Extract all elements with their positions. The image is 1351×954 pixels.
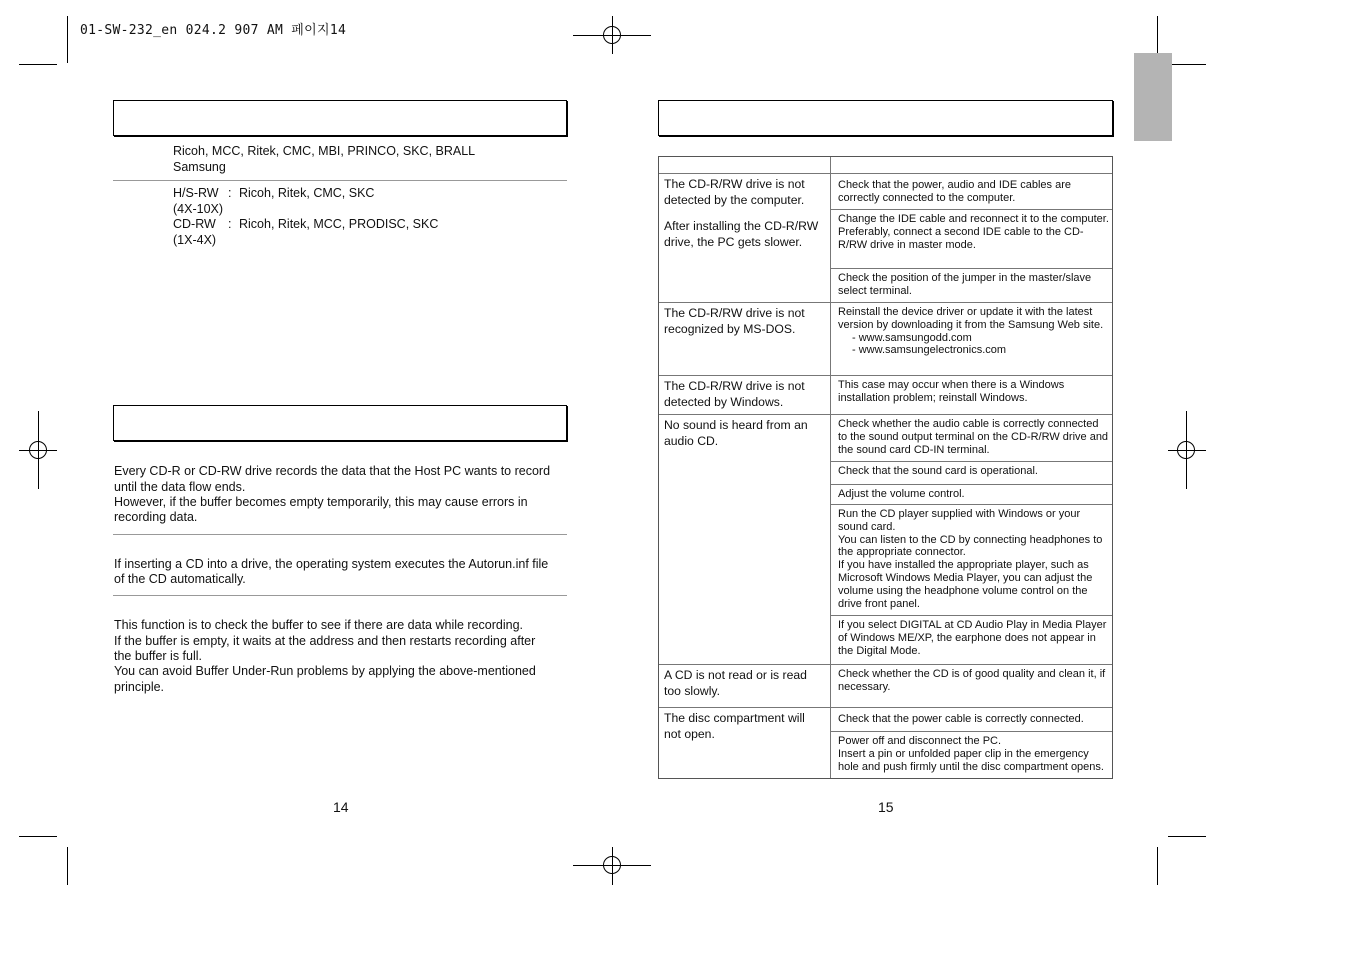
- hsrw-label: H/S-RW: [173, 186, 219, 200]
- troubleshooting-table: [658, 156, 1113, 779]
- solution-cell: [831, 665, 1113, 708]
- problem-cell: [659, 174, 831, 303]
- problem-cell: [659, 303, 831, 376]
- solution-text: Reinstall the device driver or update it with the latest version by downloading it from the Samsung Web site.: [838, 306, 1104, 331]
- cdrw-separator: :: [228, 217, 232, 231]
- burnproof-para-line5: principle.: [114, 680, 165, 694]
- solution-text: Check that the power cable is correctly connected.: [838, 713, 1084, 725]
- table-header-row: [659, 157, 1113, 174]
- autorun-para-line1: If inserting a CD into a drive, the operating system executes the Autorun.inf file: [114, 557, 549, 571]
- solution-text: Run the CD player supplied with Windows or your sound card.: [838, 508, 1081, 533]
- buffer-para-line3: However, if the buffer becomes empty temporarily, this may cause errors in: [114, 495, 528, 509]
- solution-text: Check the position of the jumper in the master/slave select terminal.: [838, 272, 1092, 297]
- solution-text: Insert a pin or unfolded paper clip in the emergency hole and push firmly until the disc compartment opens.: [838, 747, 1104, 773]
- problem-text: After installing the CD-R/RW drive, the PC gets slower.: [664, 219, 819, 249]
- cdrw-speed: (1X-4X): [173, 233, 217, 247]
- hsrw-separator: :: [228, 186, 232, 200]
- problem-cell: [659, 708, 831, 779]
- cdrw-label: CD-RW: [173, 217, 216, 231]
- solution-cell: [831, 269, 1113, 303]
- solution-text: Check whether the CD is of good quality and clean it, if necessary.: [838, 668, 1106, 693]
- problem-text: The disc compartment will not open.: [664, 711, 805, 741]
- solution-text: Change the IDE cable and reconnect it to the computer.: [838, 213, 1109, 225]
- solution-cell: [831, 616, 1113, 665]
- solution-cell: [831, 708, 1113, 732]
- table-row: [659, 174, 1113, 210]
- buffer-para-line2: until the data flow ends.: [114, 480, 246, 494]
- burnproof-para-line4: You can avoid Buffer Under-Run problems by applying the above-mentioned: [114, 664, 536, 678]
- solution-text: Adjust the volume control.: [838, 488, 965, 500]
- problem-cell: [659, 665, 831, 708]
- header-cell-problem: [659, 157, 831, 174]
- divider: [113, 595, 567, 596]
- solution-text: Power off and disconnect the PC.: [838, 735, 1002, 747]
- solution-text: Preferably, connect a second IDE cable to the CD-R/RW drive in master mode.: [838, 225, 1084, 251]
- solution-cell: [831, 732, 1113, 779]
- problem-text: The CD-R/RW drive is not detected by the computer.: [664, 177, 805, 207]
- solution-cell: [831, 462, 1113, 485]
- cd-r-media-line1: Ricoh, MCC, Ritek, CMC, MBI, PRINCO, SKC, BRALL: [173, 144, 476, 158]
- buffer-para-line4: recording data.: [114, 510, 198, 524]
- solution-cell: [831, 174, 1113, 210]
- solution-cell: [831, 505, 1113, 616]
- solution-text: If you select DIGITAL at CD Audio Play in Media Player of Windows ME/XP, the earphone does not appear in the Digital Mode.: [838, 619, 1107, 657]
- burnproof-para-line3: the buffer is full.: [114, 649, 203, 663]
- problem-text: The CD-R/RW drive is not detected by Windows.: [664, 379, 805, 409]
- section-title-box-media: [113, 100, 567, 136]
- problem-text: No sound is heard from an audio CD.: [664, 418, 808, 448]
- solution-text: If you have installed the appropriate player, such as Microsoft Windows Media Player, you can adjust the volume using the headphone volume control on the drive front panel.: [838, 559, 1093, 610]
- table-row: [659, 415, 1113, 462]
- section-title-box-troubleshooting: [658, 100, 1113, 136]
- header-cell-solution: [831, 157, 1113, 174]
- solution-cell: [831, 210, 1113, 269]
- solution-text: Check whether the audio cable is correctly connected to the sound output terminal on the CD-R/RW drive and the sound card CD-IN terminal.: [838, 418, 1109, 456]
- solution-cell: [831, 376, 1113, 415]
- problem-cell: [659, 376, 831, 415]
- problem-text: The CD-R/RW drive is not recognized by MS-DOS.: [664, 306, 805, 336]
- solution-link-text: - www.samsungelectronics.com: [852, 344, 1007, 357]
- hsrw-speed: (4X-10X): [173, 202, 224, 216]
- solution-text: Check that the power, audio and IDE cables are correctly connected to the computer.: [838, 179, 1071, 204]
- solution-cell: [831, 303, 1113, 376]
- burnproof-para-line1: This function is to check the buffer to see if there are data while recording.: [114, 618, 524, 632]
- language-tab: [1134, 53, 1172, 141]
- burnproof-para-line2: If the buffer is empty, it waits at the address and then restarts recording after: [114, 634, 536, 648]
- solution-text: This case may occur when there is a Windows installation problem; reinstall Windows.: [838, 379, 1065, 404]
- section-title-box-buffer: [113, 405, 567, 441]
- cd-r-media-line2: Samsung: [173, 160, 226, 174]
- problem-cell: [659, 415, 831, 665]
- page-number-left: 14: [333, 799, 349, 815]
- solution-cell: [831, 485, 1113, 505]
- table-row: [659, 708, 1113, 732]
- solution-link-text: - www.samsungodd.com: [852, 331, 972, 344]
- table-row: [659, 303, 1113, 376]
- autorun-para-line2: of the CD automatically.: [114, 572, 246, 586]
- solution-text: You can listen to the CD by connecting headphones to the appropriate connector.: [838, 533, 1103, 559]
- divider: [113, 180, 567, 181]
- cdrw-brands: Ricoh, Ritek, MCC, PRODISC, SKC: [239, 217, 439, 231]
- divider: [113, 534, 567, 535]
- buffer-para-line1: Every CD-R or CD-RW drive records the data that the Host PC wants to record: [114, 464, 551, 478]
- solution-cell: [831, 415, 1113, 462]
- table-row: [659, 665, 1113, 708]
- solution-text: Check that the sound card is operational.: [838, 465, 1038, 477]
- problem-text: A CD is not read or is read too slowly.: [664, 668, 807, 698]
- table-row: [659, 376, 1113, 415]
- page-number-right: 15: [878, 799, 894, 815]
- print-slug: 01-SW-232_en 024.2 907 AM 페이지14: [80, 23, 347, 38]
- hsrw-brands: Ricoh, Ritek, CMC, SKC: [239, 186, 375, 200]
